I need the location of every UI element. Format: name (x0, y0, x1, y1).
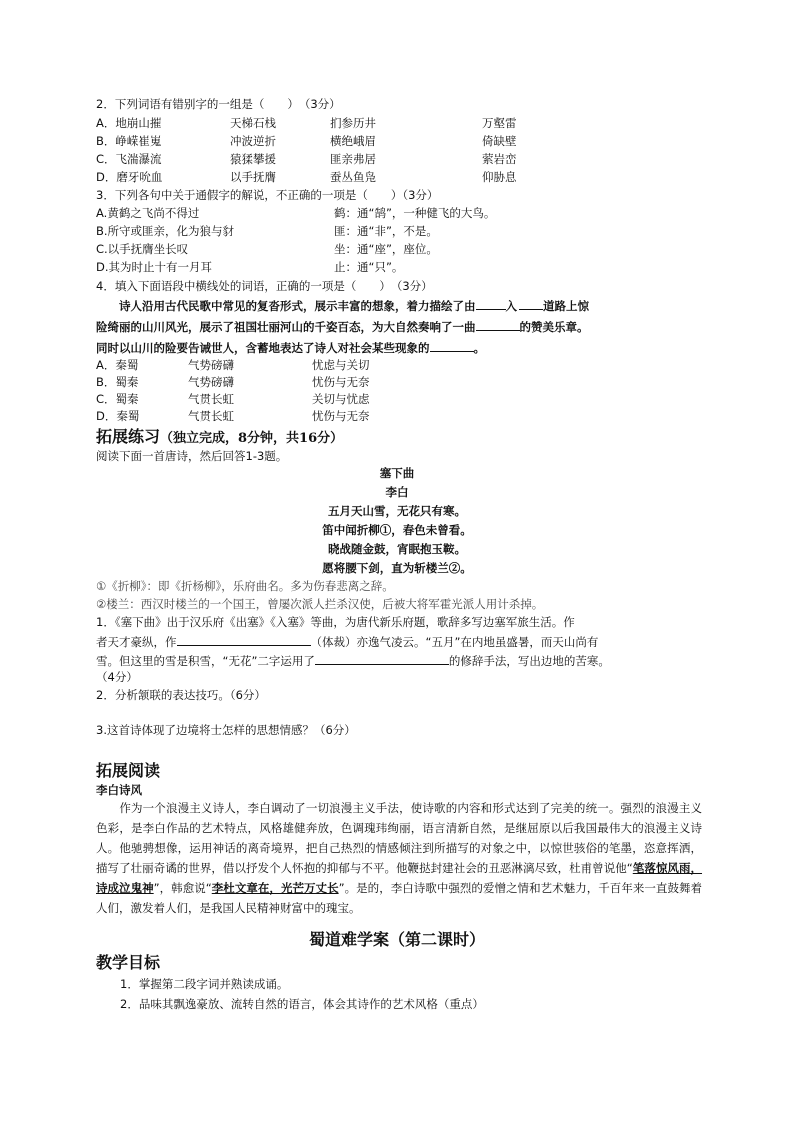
goal-item: 2．品味其飘逸豪放、流转自然的语言，体会其诗作的艺术风格（重点） (120, 997, 484, 1011)
ext-q1-blank-rhetoric[interactable] (315, 652, 449, 665)
q4-option-d-3: 忧伤与无奈 (312, 409, 370, 423)
reading-text: 作为一个浪漫主义诗人，李白调动了一切浪漫主义手法，使诗歌的内容和形式达到了完美的统一。强烈的浪漫主义色彩，是李白作品的艺术特点，风格雄健奔放，色调瑰玮绚丽，语言清新自然，是继屈原以后我国最伟大的浪漫主义诗人。他驰骋想像，运用神话的离奇境界，把自己热烈的情感倾注到所描写的对象之中，以惊世骇俗的笔墨，恣意挥洒，描写了壮丽奇谲的世界，借以抒发个人怀抱的抑郁与不平。他鞭挞封建社会的丑恶淋漓尽致，杜甫曾说他“ (96, 801, 702, 875)
q4-option-c-1: C．蜀秦 (96, 392, 139, 406)
q2-option-d-1: D．磨牙吮血 (96, 170, 163, 184)
q4-option-d-2: 气贯长虹 (188, 409, 234, 423)
q3-option-c: C.以手抚膺坐长叹 (96, 242, 189, 256)
q3-stem: 3．下列各句中关于通假字的解说，不正确的一项是（ ）（3分） (96, 188, 439, 202)
q2-option-b-3: 横绝峨眉 (330, 134, 376, 148)
poem-line: 五月天山雪，无花只有寒。 (328, 504, 466, 518)
q4-option-a-3: 忧虑与关切 (312, 358, 370, 372)
q3-option-b: B.所守或匪亲，化为狼与豺 (96, 224, 235, 238)
q2-option-a-4: 万壑雷 (482, 116, 517, 130)
q4-option-a-2: 气势磅礴 (188, 358, 234, 372)
ext-q1-score: （4分） (96, 670, 138, 684)
q2-option-d-4: 仰胁息 (482, 170, 517, 184)
extension-heading (96, 427, 343, 449)
q2-option-c-1: C．飞湍瀑流 (96, 152, 162, 166)
goals-heading: 教学目标 (96, 953, 161, 972)
q2-option-a-3: 扪参历井 (330, 116, 376, 130)
q4-blank-2[interactable] (519, 297, 543, 310)
q4-option-b-2: 气势磅礴 (188, 375, 234, 389)
goal-item: 1．掌握第二段字词并熟读成诵。 (120, 977, 289, 991)
q4-blank-3[interactable] (476, 318, 520, 331)
q3-option-b-note: 匪：通“非”，不是。 (334, 224, 438, 238)
reading-text: ”。是的，李白诗歌中强烈的爱憎之情和艺术魅力，千百年来一直鼓舞着人们，激发着人们，是我国人民精神财富中的瑰宝。 (96, 881, 703, 915)
q2-option-d-2: 以手抚膺 (230, 170, 276, 184)
q2-option-c-4: 萦岩峦 (482, 152, 517, 166)
q2-stem: 2．下列词语有错别字的一组是（ ） （3分） (96, 97, 341, 111)
poem-author: 李白 (385, 485, 409, 499)
q4-passage-line-2 (96, 318, 589, 335)
q4-passage-text: 诗人沿用古代民歌中常见的复沓形式，展示丰富的想象，着力描绘了由 (96, 299, 476, 313)
reading-text: ”，韩愈说“ (153, 881, 212, 895)
q4-passage-text: 。 (473, 341, 485, 355)
q4-stem: 4．填入下面语段中横线处的词语，正确的一项是（ ） （3分） (96, 279, 433, 293)
ext-q1-text: 雪。但这里的雪是积雪，“无花”二字运用了 (96, 654, 315, 668)
q3-option-a: A.黄鹤之飞尚不得过 (96, 206, 200, 220)
footnote-1: ①《折柳》：即《折杨柳》，乐府曲名。多为伤春悲离之辞。 (96, 579, 394, 593)
poem-title: 塞下曲 (379, 466, 415, 480)
ext-q3: 3.这首诗体现了边境将士怎样的思想情感？（6分） (96, 723, 356, 737)
q4-option-b-3: 忧伤与无奈 (312, 375, 370, 389)
q4-blank-4[interactable] (430, 339, 474, 352)
q4-passage-text: 的赞美乐章。 (519, 320, 589, 334)
q3-option-d-note: 止：通“只”。 (334, 260, 404, 274)
q3-option-c-note: 坐：通“座”，座位。 (334, 242, 438, 256)
q4-passage-text: 入 (505, 299, 517, 313)
reading-heading: 拓展阅读 (96, 761, 161, 780)
reading-paragraph (96, 798, 702, 918)
ext-q1-line-2 (96, 633, 598, 650)
han-yu-quote: 李杜文章在，光芒万丈长 (211, 881, 339, 895)
poem-line: 晓战随金鼓，宵眠抱玉鞍。 (328, 542, 466, 556)
q2-option-c-3: 匪亲弗居 (330, 152, 376, 166)
ext-q1-text: 者天才豪纵，作 (96, 635, 177, 649)
q4-option-b-1: B．蜀秦 (96, 375, 139, 389)
poem-line: 笛中闻折柳①，春色未曾看。 (322, 523, 472, 537)
q3-option-a-note: 鹤：通“鹄”，一种健飞的大鸟。 (334, 206, 496, 220)
ext-q2: 2．分析颔联的表达技巧。（6分） (96, 688, 266, 702)
q4-passage-text: 险绮丽的山川风光，展示了祖国壮丽河山的千姿百态，为大自然奏响了一曲 (96, 320, 476, 334)
footnote-2: ②楼兰：西汉时楼兰的一个国王，曾屡次派人拦杀汉使，后被大将军霍光派人用计杀掉。 (96, 597, 544, 611)
extension-note: （独立完成，8分钟，共16分） (160, 431, 344, 446)
q2-option-b-2: 冲波逆折 (230, 134, 276, 148)
extension-title: 拓展练习 (96, 427, 161, 446)
lesson-title: 蜀道难学案（第二课时） (308, 930, 485, 949)
ext-q1-text: 的修辞手法，写出边地的苦寒。 (448, 654, 610, 668)
ext-q1-line-1: 1．《塞下曲》出于汉乐府《出塞》《入塞》等曲，为唐代新乐府题，歌辞多写边塞军旅生活。作 (96, 615, 575, 629)
q4-blank-1[interactable] (476, 297, 506, 310)
q4-option-c-3: 关切与忧虑 (312, 392, 370, 406)
ext-q1-blank-genre[interactable] (177, 633, 311, 646)
q2-option-c-2: 猿猱攀援 (230, 152, 276, 166)
q4-passage-line-3 (96, 339, 485, 356)
ext-q1-text: （体裁）亦逸气凌云。“五月”在内地虽盛暑，而天山尚有 (310, 635, 599, 649)
q4-option-c-2: 气贯长虹 (188, 392, 234, 406)
q4-passage-text: 同时以山川的险要告诫世人，含蓄地表达了诗人对社会某些现象的 (96, 341, 430, 355)
reading-subtitle: 李白诗风 (96, 783, 142, 797)
q4-option-a-1: A．秦蜀 (96, 358, 139, 372)
q4-passage-line-1 (96, 297, 589, 314)
poem-line: 愿将腰下剑，直为斩楼兰②。 (322, 561, 472, 575)
q2-option-b-1: B．峥嵘崔嵬 (96, 134, 162, 148)
ext-q1-line-3 (96, 652, 610, 669)
q2-option-d-3: 蚕丛鱼凫 (330, 170, 376, 184)
q2-option-b-4: 倚缺壁 (482, 134, 517, 148)
q4-passage-text: 道路上惊 (543, 299, 589, 313)
q2-option-a-1: A．地崩山摧 (96, 116, 162, 130)
q4-option-d-1: D．秦蜀 (96, 409, 140, 423)
q3-option-d: D.其为时止十有一月耳 (96, 260, 213, 274)
extension-intro: 阅读下面一首唐诗，然后回答1-3题。 (96, 449, 288, 463)
q2-option-a-2: 天梯石栈 (230, 116, 276, 130)
du-fu-quote: 笔落惊风雨，诗成泣鬼神 (96, 861, 703, 895)
